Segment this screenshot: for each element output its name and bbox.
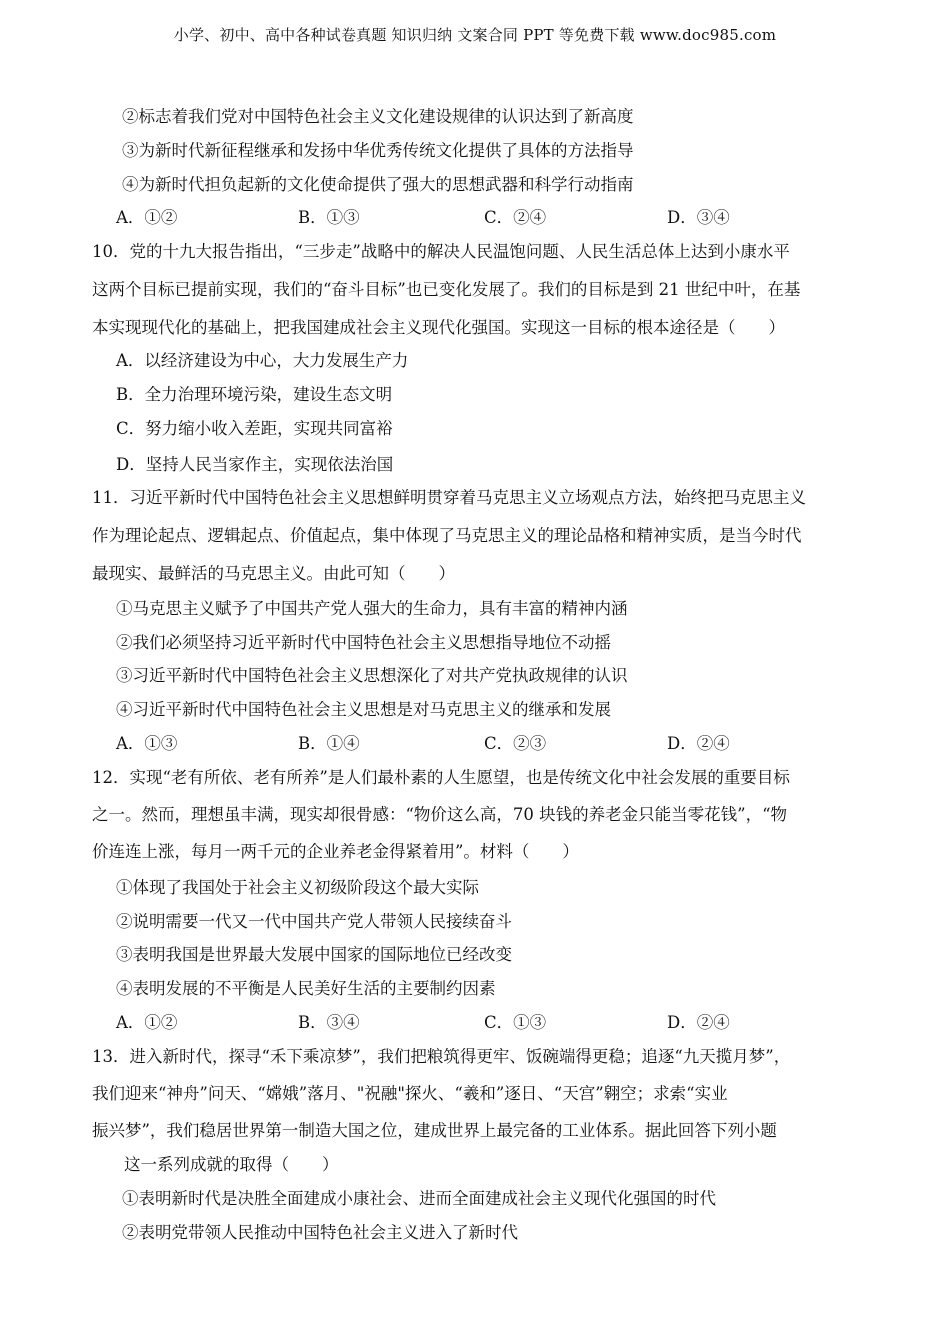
q11-item-4: ④习近平新时代中国特色社会主义思想是对马克思主义的继承和发展 [116,700,611,719]
q11-option-b[interactable]: B．①④ [298,734,360,753]
q9-option-d[interactable]: D．③④ [667,208,730,227]
q10-option-d[interactable]: D．坚持人民当家作主，实现依法治国 [116,455,394,474]
q12-item-1: ①体现了我国处于社会主义初级阶段这个最大实际 [116,878,479,897]
q9-item-3: ③为新时代新征程继承和发扬中华优秀传统文化提供了具体的方法指导 [122,141,634,160]
q12-option-c[interactable]: C．①③ [484,1013,547,1032]
q11-stem-line: 最现实、最鲜活的马克思主义。由此可知（ ） [92,564,455,583]
q13-item-1: ①表明新时代是决胜全面建成小康社会、进而全面建成社会主义现代化强国的时代 [122,1189,716,1208]
q10-option-c[interactable]: C．努力缩小收入差距，实现共同富裕 [116,419,393,438]
q10-option-b[interactable]: B．全力治理环境污染，建设生态文明 [116,385,393,404]
q10-stem-line: 10．党的十九大报告指出，“三步走”战略中的解决人民温饱问题、人民生活总体上达到小康水平 [92,242,790,261]
q11-option-a[interactable]: A．①③ [116,734,178,753]
q12-option-d[interactable]: D．②④ [667,1013,730,1032]
q12-item-4: ④表明发展的不平衡是人民美好生活的主要制约因素 [116,979,496,998]
q11-item-3: ③习近平新时代中国特色社会主义思想深化了对共产党执政规律的认识 [116,666,628,685]
q12-item-3: ③表明我国是世界最大发展中国家的国际地位已经改变 [116,945,512,964]
q12-item-2: ②说明需要一代又一代中国共产党人带领人民接续奋斗 [116,912,512,931]
q12-stem-line: 价连连上涨，每月一两千元的企业养老金得紧着用”。材料（ ） [92,842,579,861]
q13-item-2: ②表明党带领人民推动中国特色社会主义进入了新时代 [122,1223,518,1242]
q12-option-b[interactable]: B．③④ [298,1013,360,1032]
q11-stem-line: 11．习近平新时代中国特色社会主义思想鲜明贯穿着马克思主义立场观点方法，始终把马克思主义 [92,488,806,507]
q10-stem-line: 这两个目标已提前实现，我们的“奋斗目标”也已变化发展了。我们的目标是到 21 世纪中叶，在基 [92,280,801,299]
q10-stem-line: 本实现现代化的基础上，把我国建成社会主义现代化强国。实现这一目标的根本途径是（ ） [92,318,785,337]
page-header: 小学、初中、高中各种试卷真题 知识归纳 文案合同 PPT 等免费下载 www.doc985.com [173,26,777,44]
q9-option-a[interactable]: A．①② [116,208,178,227]
q12-stem-line: 12．实现“老有所依、老有所养”是人们最朴素的人生愿望，也是传统文化中社会发展的重要目标 [92,768,790,787]
q9-option-b[interactable]: B．①③ [298,208,360,227]
q13-stem-line: 振兴梦”，我们稳居世界第一制造大国之位，建成世界上最完备的工业体系。据此回答下列小题 [92,1121,777,1140]
q13-sub-question: 这一系列成就的取得（ ） [124,1155,339,1174]
q13-stem-line: 13．进入新时代，探寻“禾下乘凉梦”，我们把粮筑得更牢、饭碗端得更稳；追逐“九天揽月梦”， [92,1047,791,1066]
q9-option-c[interactable]: C．②④ [484,208,547,227]
q11-option-c[interactable]: C．②③ [484,734,547,753]
q13-stem-line: 我们迎来“神舟”问天、“嫦娥”落月、"祝融"探火、“羲和”逐日、“天宫”翱空；求索“实业 [92,1084,728,1103]
q11-stem-line: 作为理论起点、逻辑起点、价值起点，集中体现了马克思主义的理论品格和精神实质，是当今时代 [92,526,802,545]
q12-stem-line: 之一。然而，理想虽丰满，现实却很骨感：“物价这么高，70 块钱的养老金只能当零花钱”，“物 [92,805,788,824]
q10-option-a[interactable]: A．以经济建设为中心，大力发展生产力 [116,351,409,370]
q11-item-2: ②我们必须坚持习近平新时代中国特色社会主义思想指导地位不动摇 [116,633,611,652]
q11-option-d[interactable]: D．②④ [667,734,730,753]
q9-item-4: ④为新时代担负起新的文化使命提供了强大的思想武器和科学行动指南 [122,175,634,194]
q9-item-2: ②标志着我们党对中国特色社会主义文化建设规律的认识达到了新高度 [122,107,634,126]
q12-option-a[interactable]: A．①② [116,1013,178,1032]
q11-item-1: ①马克思主义赋予了中国共产党人强大的生命力，具有丰富的精神内涵 [116,599,628,618]
